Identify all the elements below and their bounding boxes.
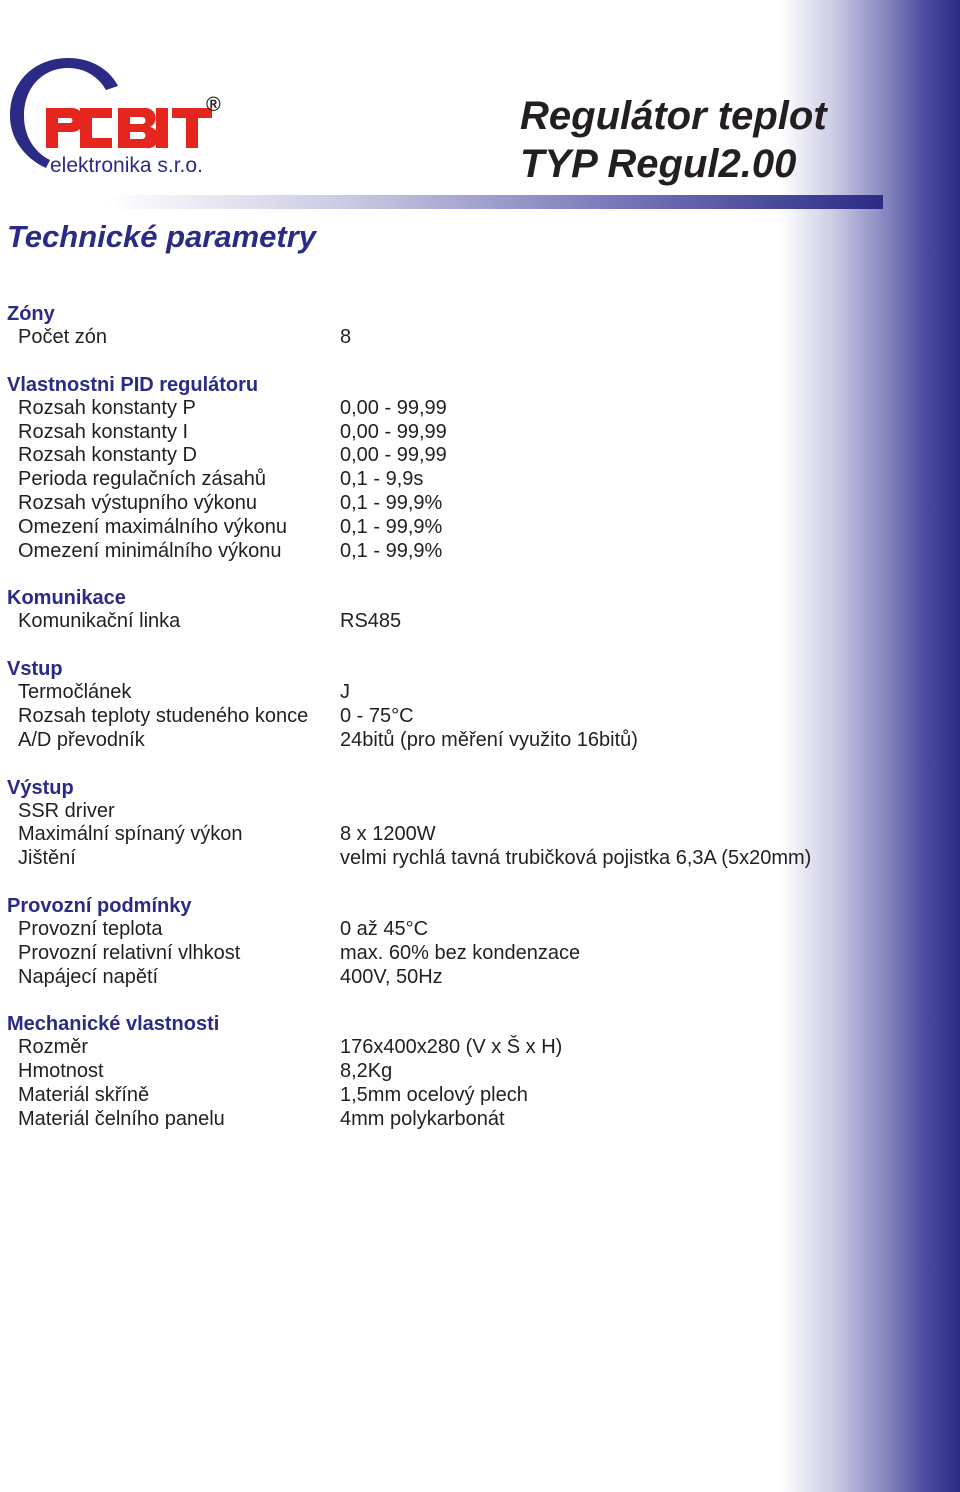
company-logo (6, 56, 236, 184)
parameter-value: max. 60% bez kondenzace (340, 941, 581, 964)
parameter-label: Rozsah výstupního výkonu (18, 491, 258, 514)
parameter-value: 8 (340, 326, 352, 348)
parameter-value: 0,00 - 99,99 (340, 420, 447, 443)
group-heading: Mechanické vlastnosti (7, 1013, 220, 1036)
title-line-1: Regulátor teplot (520, 94, 827, 138)
parameter-row (7, 705, 907, 729)
parameter-value: 400V, 50Hz (340, 965, 443, 988)
parameter-label: Materiál skříně (18, 1083, 150, 1106)
parameter-row (7, 847, 907, 871)
logo-subtitle: elektronika s.r.o. (50, 154, 203, 177)
parameter-row (7, 942, 907, 966)
group-heading: Zóny (7, 303, 55, 325)
parameter-group (7, 373, 907, 564)
parameter-value: RS485 (340, 610, 402, 633)
parameter-row (7, 1108, 907, 1132)
parameter-row (7, 326, 907, 350)
parameter-value: 0,1 - 99,9% (340, 515, 443, 538)
parameter-value: 176x400x280 (V x Š x H) (340, 1036, 563, 1059)
parameter-value: 0 - 75°C (340, 704, 414, 727)
parameter-value: 0,1 - 99,9% (340, 539, 443, 562)
parameter-label: Jištění (18, 847, 76, 870)
parameter-value: 1,5mm ocelový plech (340, 1083, 528, 1106)
parameter-row (7, 468, 907, 492)
parameters-list (7, 302, 907, 1155)
parameter-row (7, 397, 907, 421)
document-title (520, 92, 827, 188)
parameter-row (7, 966, 907, 990)
parameter-row (7, 681, 907, 705)
parameter-label: A/D převodník (18, 728, 145, 751)
parameter-group (7, 1012, 907, 1131)
parameter-row (7, 540, 907, 564)
parameter-value: 0,1 - 99,9% (340, 491, 443, 514)
section-title: Technické parametry (7, 219, 317, 254)
parameter-row (7, 444, 907, 468)
group-heading: Provozní podmínky (7, 894, 192, 917)
parameter-label: Maximální spínaný výkon (18, 823, 243, 846)
parameter-label: Počet zón (18, 326, 107, 348)
parameter-row (7, 492, 907, 516)
parameter-group (7, 894, 907, 989)
group-heading: Vlastnostni PID regulátoru (7, 373, 259, 396)
parameter-value: 8,2Kg (340, 1060, 393, 1083)
parameter-label: Omezení maximálního výkonu (18, 515, 288, 538)
parameter-row (7, 610, 907, 634)
parameter-label: Rozsah konstanty I (18, 420, 189, 443)
parameter-label: SSR driver (18, 799, 115, 822)
parameter-label: Rozsah konstanty D (18, 444, 197, 467)
parameter-label: Komunikační linka (18, 610, 181, 633)
parameter-row (7, 823, 907, 847)
title-line-2: TYP Regul2.00 (520, 142, 797, 186)
header-gradient-stripe (0, 195, 883, 209)
parameter-value: 0 až 45°C (340, 917, 429, 940)
parameter-label: Provozní teplota (18, 917, 163, 940)
parameter-row (7, 1060, 907, 1084)
parameter-label: Provozní relativní vlhkost (18, 941, 241, 964)
parameter-label: Hmotnost (18, 1060, 104, 1083)
parameter-group (7, 302, 907, 350)
parameter-group (7, 586, 907, 634)
parameter-row (7, 729, 907, 753)
registered-mark: ® (206, 94, 221, 116)
group-heading: Vstup (7, 658, 63, 681)
group-heading: Komunikace (7, 587, 126, 610)
parameter-value: 0,00 - 99,99 (340, 396, 447, 419)
group-heading: Výstup (7, 776, 74, 799)
parameter-label: Perioda regulačních zásahů (18, 468, 266, 491)
parameter-group (7, 776, 907, 871)
parameter-value: 0,00 - 99,99 (340, 444, 447, 467)
parameter-label: Rozměr (18, 1036, 89, 1059)
parameter-group (7, 657, 907, 752)
parameter-label: Napájecí napětí (18, 965, 159, 988)
parameter-row (7, 800, 907, 824)
parameter-value: velmi rychlá tavná trubičková pojistka 6,3A (5x20mm) (340, 847, 812, 870)
parameter-value: 0,1 - 9,9s (340, 468, 424, 491)
parameter-value: 24bitů (pro měření využito 16bitů) (340, 728, 638, 751)
parameter-value: J (340, 681, 350, 704)
parameter-label: Termočlánek (18, 681, 132, 704)
parameter-row (7, 1084, 907, 1108)
parameter-row (7, 421, 907, 445)
parameter-label: Rozsah konstanty P (18, 396, 196, 419)
parameter-row (7, 1036, 907, 1060)
parameter-label: Materiál čelního panelu (18, 1107, 225, 1130)
parameter-label: Omezení minimálního výkonu (18, 539, 282, 562)
parameter-row (7, 516, 907, 540)
parameter-label: Rozsah teploty studeného konce (18, 704, 309, 727)
parameter-value: 8 x 1200W (340, 823, 436, 846)
parameter-value: 4mm polykarbonát (340, 1107, 505, 1130)
parameter-row (7, 918, 907, 942)
